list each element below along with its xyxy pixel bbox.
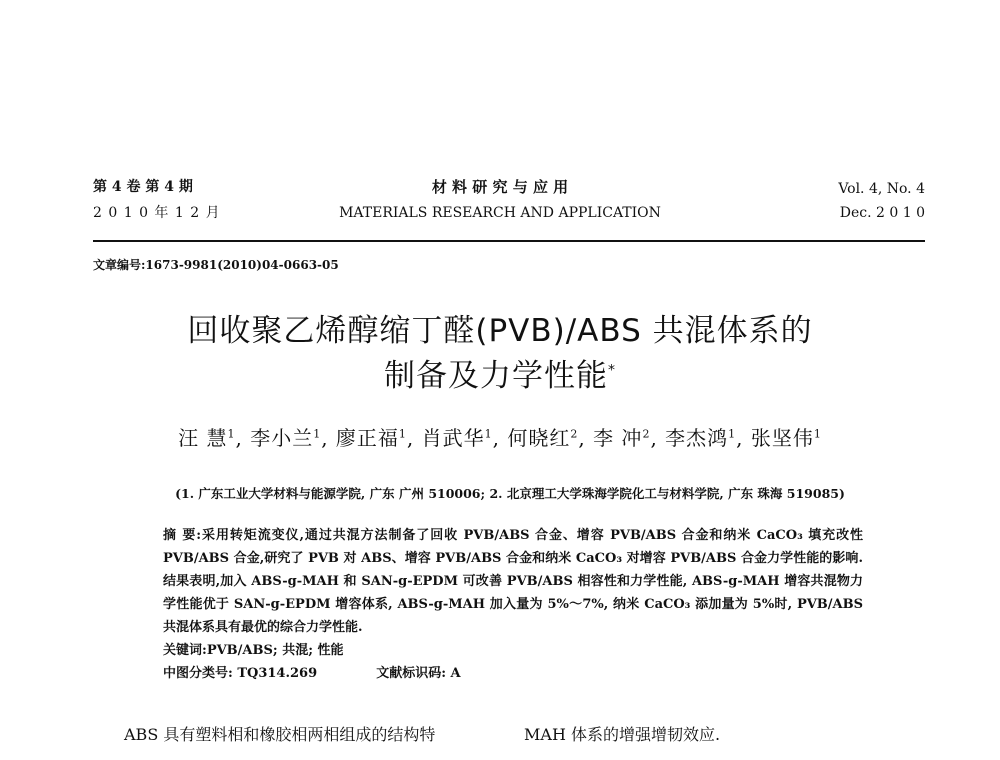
journal-title-cn: 材 料 研 究 与 应 用	[431, 178, 569, 196]
author: 李小兰$^1$	[250, 426, 322, 450]
date-en: Dec. 2 0 1 0	[839, 205, 925, 221]
classification	[163, 662, 863, 685]
author: 何晓红$^2$	[507, 426, 579, 450]
affiliations: (1. 广东工业大学材料与能源学院, 广东 广州 510006; 2. 北京理工大学珠海学院化工与材料学院, 广东 珠海 519085)	[175, 486, 845, 501]
author: 肖武华$^1$	[421, 426, 493, 450]
title-line-1: 回收聚乙烯醇缩丁醛(PVB)/ABS 共混体系的	[187, 313, 813, 349]
author: 张坚伟$^1$	[750, 426, 822, 450]
title-line-2	[0, 350, 1000, 395]
title-line-2-text: 制备及力学性能	[384, 358, 608, 394]
title-footnote-mark: *	[608, 362, 616, 379]
classification-label: 中图分类号:	[163, 666, 233, 681]
abstract-text: 采用转矩流变仪,通过共混方法制备了回收 PVB/ABS 合金、增容 PVB/ABS 合金和纳米 CaCO₃ 填充改性 PVB/ABS 合金,研究了 PVB 对 ABS、增容 PVB/ABS 合金和纳米 CaCO₃ 对增容 PVB/ABS 合金力学性能的影响. 结果表明,加入 ABS-g-MAH 和 SAN-g-EPDM 可改善 PVB/ABS 相容性和力学性能, ABS-g-MAH 增容共混物力学性能优于 SAN-g-EPDM 增容体系, ABS-g-MAH 加入量为 5%～7%, 纳米 CaCO₃ 添加量为 5%时, PVB/ABS 共混体系具有最优的综合力学性能.	[163, 528, 863, 635]
keywords	[163, 639, 863, 662]
date-cn: 2 0 1 0 年 1 2 月	[93, 205, 221, 221]
body-left-col-line: ABS 具有塑料相和橡胶相两相组成的结构特	[124, 725, 436, 744]
author: 汪 慧$^1$	[178, 426, 236, 450]
volume-issue: 第 4 卷 第 4 期	[93, 179, 193, 195]
author-list: 汪 慧$^1$, 李小兰$^1$, 廖正福$^1$, 肖武华$^1$, 何晓红$^2$, 李 冲$^2$, 李杰鸿$^1$, 张坚伟$^1$	[178, 426, 822, 450]
abstract-label: 摘 要:	[163, 528, 202, 543]
article-number: 文章编号:1673-9981(2010)04-0663-05	[93, 258, 339, 272]
header-rule	[93, 240, 925, 242]
doc-code-value: A	[450, 666, 461, 681]
keywords-text: PVB/ABS; 共混; 性能	[206, 643, 344, 658]
author: 李杰鸿$^1$	[665, 426, 737, 450]
abstract	[163, 524, 863, 639]
journal-title-en: MATERIALS RESEARCH AND APPLICATION	[339, 205, 661, 221]
keywords-label: 关键词:	[163, 643, 207, 658]
volume-en: Vol. 4, No. 4	[838, 181, 925, 197]
author: 李 冲$^2$	[593, 426, 651, 450]
author: 廖正福$^1$	[335, 426, 407, 450]
body-right-col-line: MAH 体系的增强增韧效应.	[524, 725, 721, 744]
doc-code-label: 文献标识码:	[376, 666, 447, 681]
classification-value: TQ314.269	[237, 666, 318, 681]
abstract-block	[163, 524, 863, 685]
